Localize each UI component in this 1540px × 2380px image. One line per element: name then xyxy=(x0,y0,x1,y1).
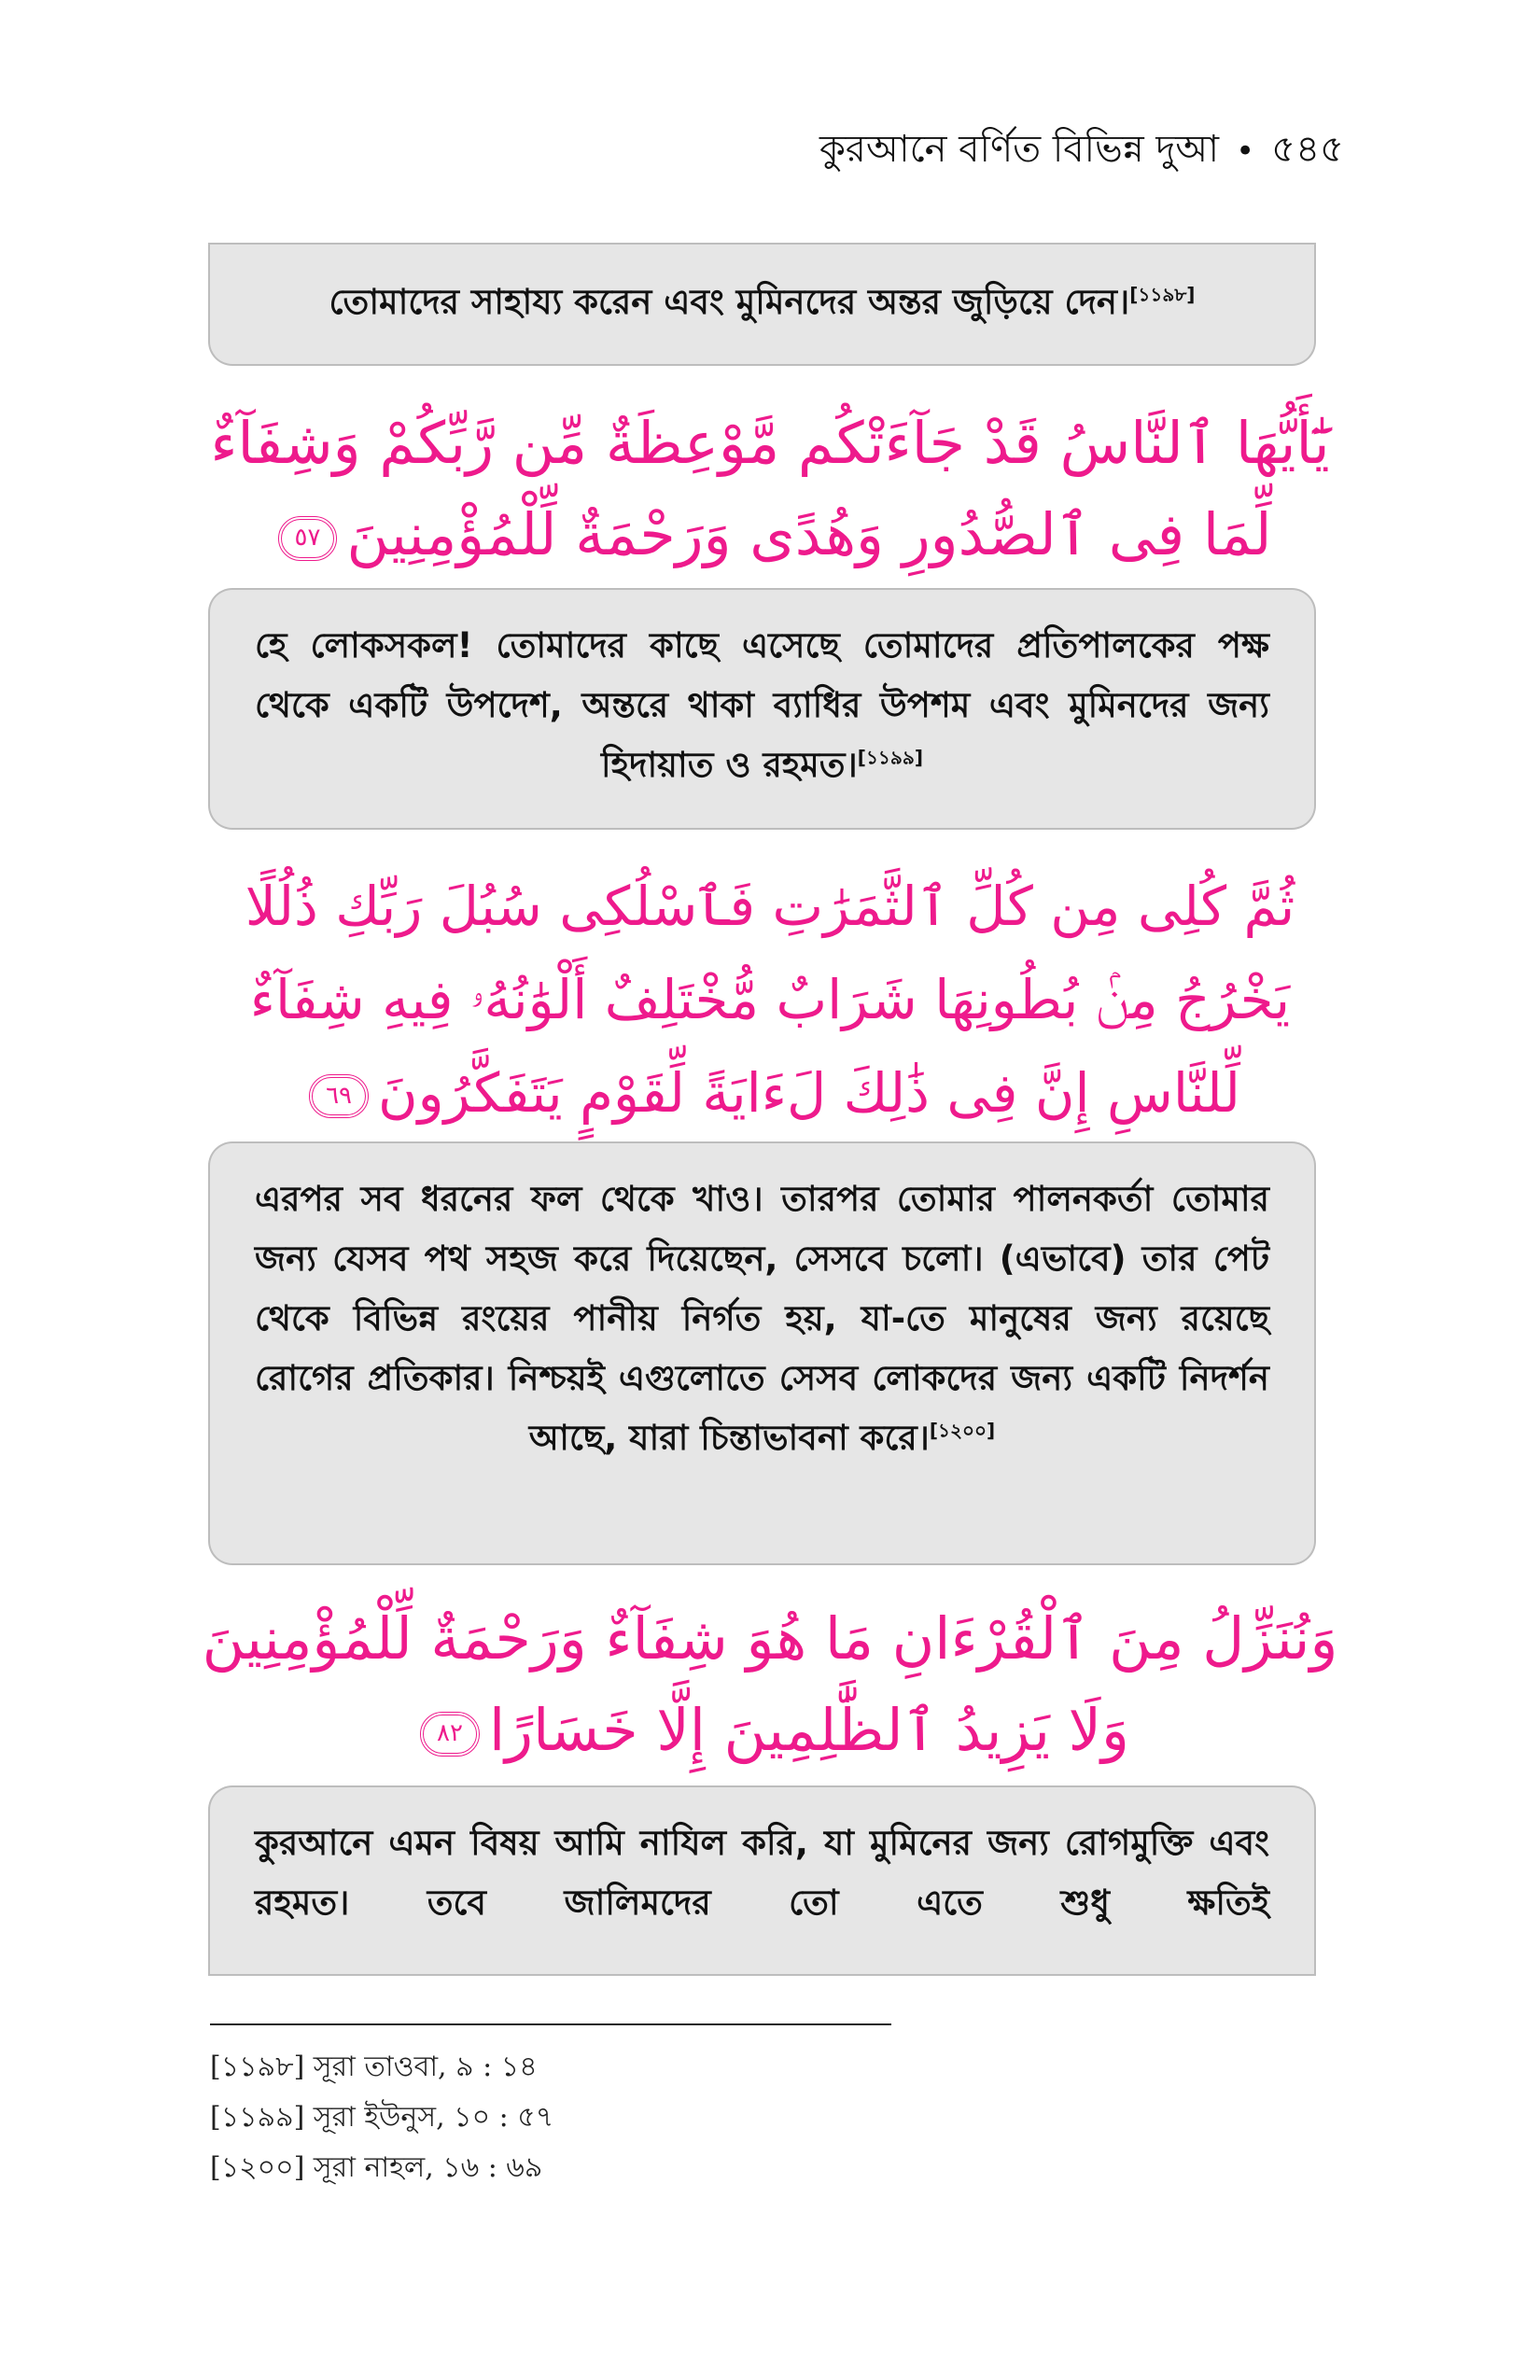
footnote-divider xyxy=(210,2023,891,2025)
footnote-item: [১১৯৯] সূরা ইউনুস, ১০ : ৫৭ xyxy=(210,2101,554,2134)
translation-text: কুরআনে এমন বিষয় আমি নাযিল করি, যা মুমিনের জন্য রোগমুক্তি এবং রহমত। তবে জালিমদের তো এতে শুধু ক্ষতিই xyxy=(255,1823,1269,1923)
footnote-marker: [১২০০] xyxy=(929,1419,996,1442)
arabic-verse-2 xyxy=(187,875,1353,1125)
arabic-line: وَنُنَزِّلُ مِنَ ٱلْقُرْءَانِ مَا هُوَ شِفَآءٌ وَرَحْمَةٌ لِّلْمُؤْمِنِينَ xyxy=(202,1604,1338,1673)
chapter-title: কুরআনে বর্ণিত বিভিন্ন দুআ xyxy=(819,128,1220,171)
running-header xyxy=(819,119,1344,182)
footnote-item: [১২০০] সূরা নাহল, ১৬ : ৬৯ xyxy=(210,2151,543,2184)
translation-text: তোমাদের সাহায্য করেন এবং মুমিনদের অন্তর জুড়িয়ে দেন। xyxy=(329,282,1130,322)
arabic-verse-1 xyxy=(187,409,1353,568)
translation-text: এরপর সব ধরনের ফল থেকে খাও। তারপর তোমার পালনকর্তা তোমার জন্য যেসব পথ সহজ করে দিয়েছেন, সেসবে চলো। (এভাবে) তার পেট থেকে বিভিন্ন রংয়ের পানীয় নির্গত হয়, যা-তে মানুষের জন্য রয়েছে রোগের প্রতিকার। নিশ্চয়ই এগুলোতে সেসব লোকদের জন্য একটি নিদর্শন আছে, যারা চিন্তাভাবনা করে। xyxy=(255,1179,1269,1458)
footnote-marker: [১১৯৮] xyxy=(1129,283,1196,306)
arabic-line: ثُمَّ كُلِى مِن كُلِّ ٱلثَّمَرَٰتِ فَٱسْلُكِى سُبُلَ رَبِّكِ ذُلُلًا xyxy=(245,875,1295,938)
ayah-number-marker: ٦٩ xyxy=(309,1074,369,1118)
translation-box-2 xyxy=(210,590,1314,828)
header-separator: • xyxy=(1236,132,1255,170)
translation-box-4 xyxy=(210,1787,1314,1974)
arabic-line: لِّمَا فِى ٱلصُّدُورِ وَهُدًى وَرَحْمَةٌ لِّلْمُؤْمِنِينَ xyxy=(346,500,1272,568)
translation-box-1 xyxy=(210,245,1314,364)
arabic-line: يَٰٓأَيُّهَا ٱلنَّاسُ قَدْ جَآءَتْكُم مَّوْعِظَةٌ مِّن رَّبِّكُمْ وَشِفَآءٌ xyxy=(210,409,1330,477)
page-number: ৫৪৫ xyxy=(1271,128,1344,171)
translation-box-3 xyxy=(210,1143,1314,1563)
footnote-marker: [১১৯৯] xyxy=(857,746,923,769)
footnote-item: [১১৯৮] সূরা তাওবা, ৯ : ১৪ xyxy=(210,2051,538,2083)
translation-text: হে লোকসকল! তোমাদের কাছে এসেছে তোমাদের প্রতিপালকের পক্ষ থেকে একটি উপদেশ, অন্তরে থাকা ব্যাধির উপশম এবং মুমিনদের জন্য হিদায়াত ও রহমত। xyxy=(255,625,1269,785)
arabic-verse-3 xyxy=(187,1604,1353,1764)
arabic-line: وَلَا يَزِيدُ ٱلظَّٰلِمِينَ إِلَّا خَسَارًا xyxy=(488,1696,1129,1764)
ayah-number-marker: ٨٢ xyxy=(420,1712,480,1756)
ayah-number-marker: ٥٧ xyxy=(278,516,338,560)
arabic-line: يَخْرُجُ مِنۢ بُطُونِهَا شَرَابٌ مُّخْتَلِفٌ أَلْوَٰنُهُۥ فِيهِ شِفَآءٌ xyxy=(249,968,1291,1031)
footnotes xyxy=(210,2042,553,2193)
arabic-line: لِّلنَّاسِ إِنَّ فِى ذَٰلِكَ لَءَايَةً لِّقَوْمٍ يَتَفَكَّرُونَ xyxy=(378,1061,1240,1125)
